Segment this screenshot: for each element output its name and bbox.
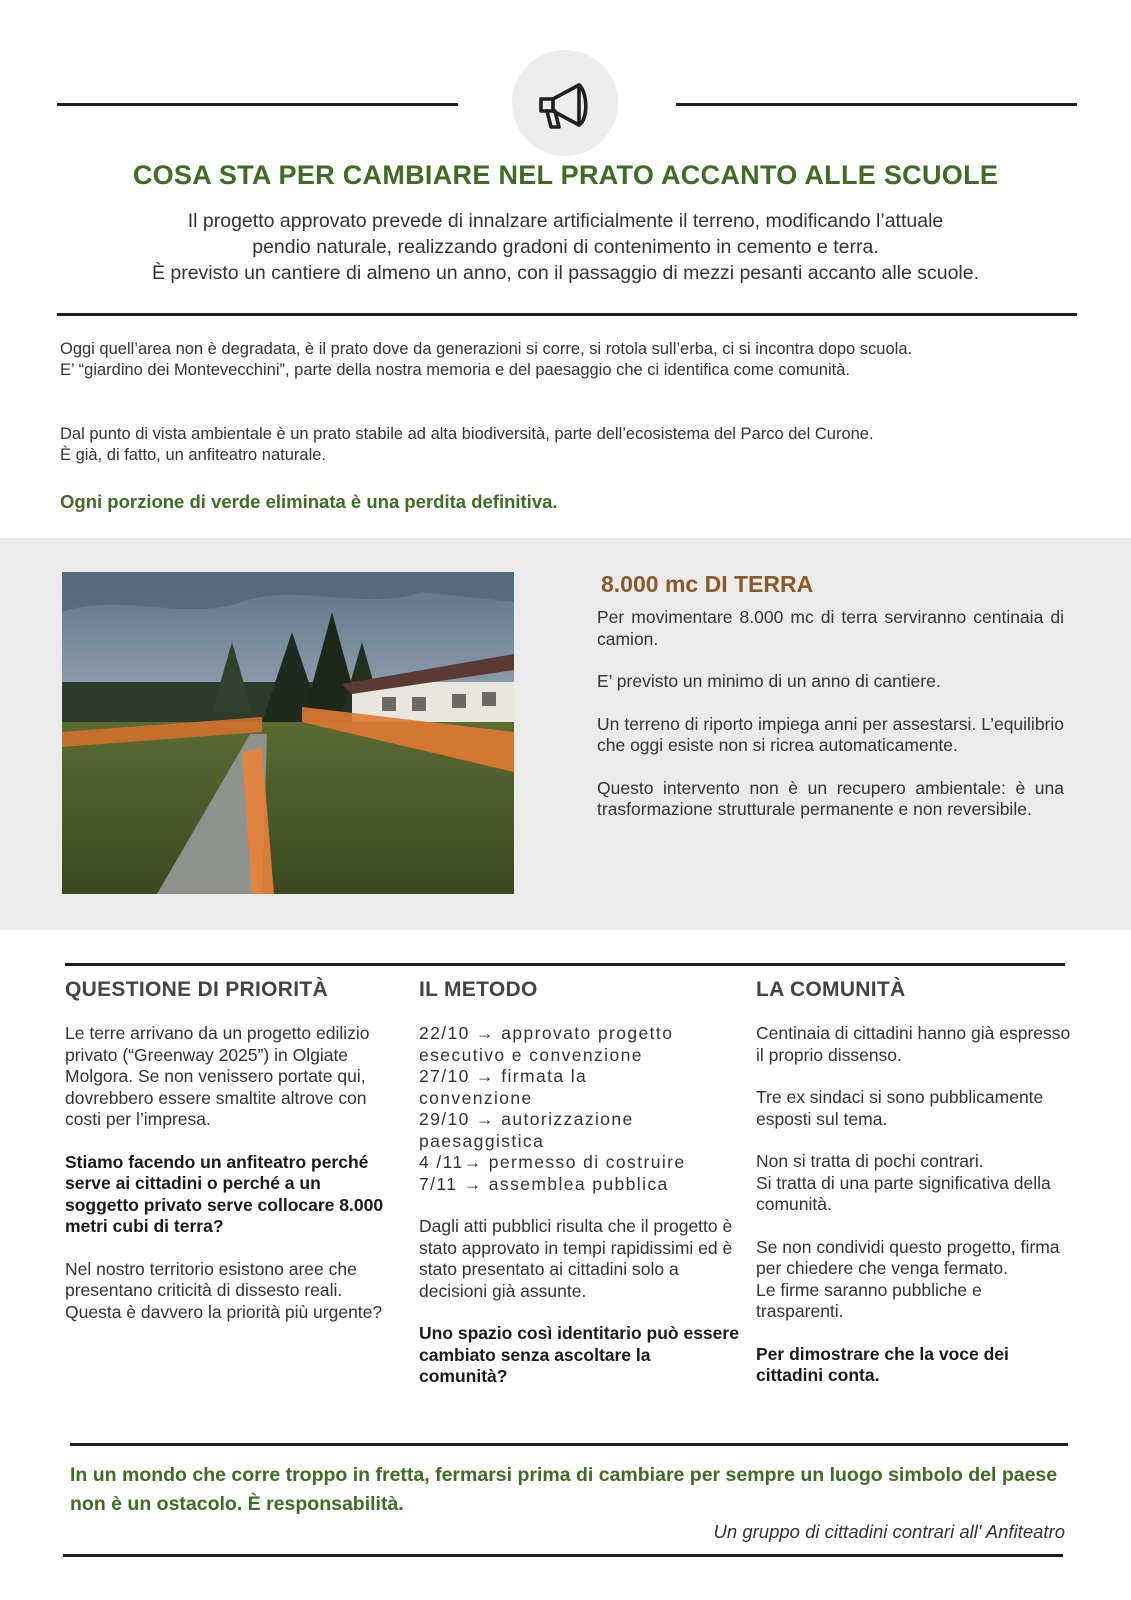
timeline-line: 29/10 → autorizzazione (419, 1109, 634, 1129)
intro-text (40, 208, 1091, 286)
priority-paragraph: Nel nostro territorio esistono aree che presentano criticità di dissesto reali. (65, 1258, 357, 1300)
meadow-photo (62, 572, 514, 894)
megaphone-badge (512, 50, 618, 156)
community-closing: Per dimostrare che la voce dei cittadini conta. (756, 1343, 1009, 1385)
context-line: Dal punto di vista ambientale è un prato stabile ad alta biodiversità, parte dell’ecosistema del Parco del Curone. (60, 425, 874, 443)
timeline-line: esecutivo e convenzione (419, 1044, 643, 1065)
header-rule-left (57, 103, 458, 106)
priority-column (65, 1023, 395, 1323)
method-column (419, 1023, 739, 1388)
context-paragraph-1 (60, 339, 1075, 381)
priority-paragraph: Questa è davvero la priorità più urgente? (65, 1301, 383, 1322)
timeline-line: 4 /11→ permesso di costruire (419, 1152, 686, 1172)
columns-top-rule (65, 963, 1065, 966)
timeline-line: 22/10 → approvato progetto (419, 1023, 674, 1043)
community-paragraph: Centinaia di cittadini hanno già espresso il proprio dissenso. (756, 1023, 1071, 1065)
signature: Un gruppo di cittadini contrari all' Anfiteatro (713, 1521, 1065, 1542)
community-column (756, 1023, 1074, 1387)
footer-top-rule (70, 1443, 1068, 1446)
intro-line: È previsto un cantiere di almeno un anno, con il passaggio di mezzi pesanti accanto alle scuole. (151, 262, 980, 284)
earth-paragraph: Un terreno di riporto impiega anni per assestarsi. L’equilibrio che oggi esiste non si ricrea automaticamente. (597, 713, 1064, 755)
page-title: COSA STA PER CAMBIARE NEL PRATO ACCANTO ALLE SCUOLE (132, 160, 999, 190)
highlight-statement: Ogni porzione di verde eliminata è una perdita definitiva. (60, 491, 558, 512)
timeline-line: 27/10 → firmata la (419, 1066, 588, 1086)
earth-paragraph: Per movimentare 8.000 mc di terra serviranno centinaia di camion. (597, 607, 1064, 649)
section-divider (57, 313, 1077, 316)
timeline (419, 1023, 739, 1195)
priority-question: Stiamo facendo un anfiteatro perché serve ai cittadini o perché a un soggetto privato serve collocare 8.000 metri cubi di terra? (65, 1151, 384, 1236)
earth-text (597, 607, 1064, 821)
context-paragraph-2 (60, 424, 1075, 466)
priority-paragraph: Le terre arrivano da un progetto edilizio privato (“Greenway 2025”) in Olgiate Molgora. Se non venissero portate qui, dovrebbero essere smaltite altrove con costi per l’impresa. (65, 1023, 370, 1129)
footer-message: In un mondo che corre troppo in fretta, fermarsi prima di cambiare per sempre un luogo simbolo del paese non è un ostacolo. È responsabilità. (70, 1464, 1058, 1515)
context-line: È già, di fatto, un anfiteatro naturale. (60, 446, 327, 464)
method-paragraph: Dagli atti pubblici risulta che il progetto è stato approvato in tempi rapidissimi ed è stato presentato ai cittadini solo a decisioni già assunte. (419, 1216, 733, 1301)
context-line: Oggi quell’area non è degradata, è il prato dove da generazioni si corre, si rotola sull’erba, ci si incontra dopo scuola. (60, 340, 913, 358)
context-line: E’ “giardino dei Montevecchini”, parte della nostra memoria e del paesaggio che ci identifica come comunità. (60, 361, 850, 379)
priority-heading: QUESTIONE DI PRIORITÀ (65, 978, 328, 1001)
earth-paragraph: E’ previsto un minimo di un anno di cantiere. (597, 671, 941, 691)
timeline-line: convenzione (419, 1087, 533, 1108)
community-paragraph: Tre ex sindaci si sono pubblicamente esposti sul tema. (756, 1087, 1044, 1129)
timeline-line: 7/11 → assemblea pubblica (419, 1173, 669, 1194)
header-rule-right (676, 103, 1077, 106)
footer-bottom-rule (63, 1554, 1063, 1557)
community-paragraph: Le firme saranno pubbliche e trasparenti. (756, 1279, 982, 1321)
earth-paragraph: Questo intervento non è un recupero ambientale: è una trasformazione strutturale permanente e non reversibile. (597, 777, 1064, 819)
method-heading: IL METODO (419, 978, 538, 1001)
method-question: Uno spazio così identitario può essere cambiato senza ascoltare la comunità? (419, 1323, 739, 1386)
earth-title: 8.000 mc DI TERRA (601, 571, 814, 597)
megaphone-icon (531, 69, 599, 137)
timeline-line: paesaggistica (419, 1130, 545, 1151)
community-paragraph: Non si tratta di pochi contrari. (756, 1151, 984, 1171)
community-paragraph: Se non condividi questo progetto, firma per chiedere che venga fermato. (756, 1236, 1060, 1278)
community-heading: LA COMUNITÀ (756, 978, 906, 1001)
intro-line: Il progetto approvato prevede di innalzare artificialmente il terreno, modificando l’attuale (187, 210, 944, 232)
community-paragraph: Si tratta di una parte significativa della comunità. (756, 1172, 1051, 1214)
intro-line: pendio naturale, realizzando gradoni di contenimento in cemento e terra. (252, 236, 879, 258)
